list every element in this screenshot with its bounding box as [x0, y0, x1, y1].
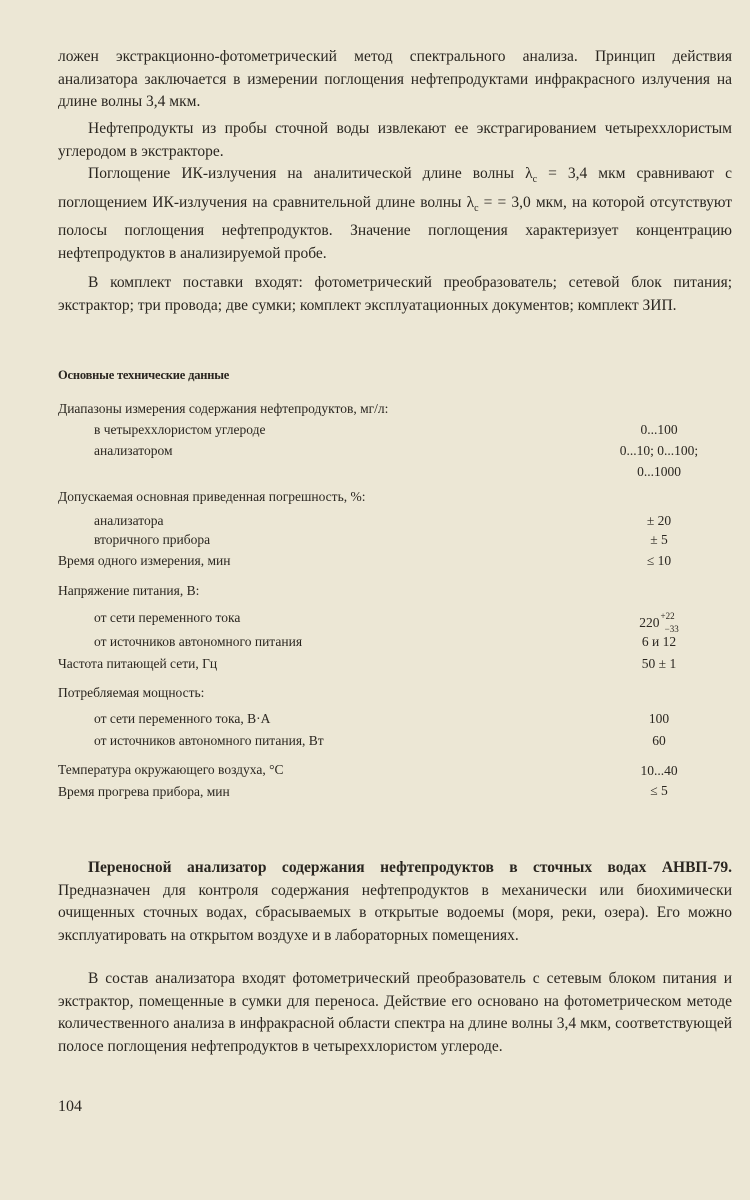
paragraph-delivery-set: В комплект поставки входят: фотометрический преобразователь; сетевой блок питания; экстрактор; три провода; две сумки; комплект эксплуатационных документов; комплект ЗИП. — [58, 274, 732, 314]
device-title: Переносной анализатор содержания нефтепродуктов в сточных водах АНВП-79. — [88, 859, 732, 876]
measurement-time-label: Время одного измерения, мин — [58, 553, 231, 568]
absorption-text-c: = = 3,0 мкм, на которой отсутствуют полосы поглощения нефтепродуктов. Значение поглощения характеризует концентрацию нефтепродуктов в анализируемой пробе. — [58, 193, 733, 262]
lambda-symbol: $\lambda_c$ — [466, 193, 479, 214]
error-label: Допускаемая основная приведенная погрешность, %: — [58, 489, 366, 504]
voltage-ac-lower: −33 — [664, 624, 679, 634]
error-analyzer-value: ± 20 — [646, 513, 672, 528]
specs-heading: Основные технические данные — [58, 368, 230, 382]
lambda-symbol: $\lambda_c$ — [525, 165, 538, 186]
power-ac-value: 100 — [648, 711, 670, 726]
voltage-ac-value: $220^{+22}_{-33}$ — [639, 611, 679, 634]
error-analyzer-label: анализатора — [94, 513, 164, 528]
power-auto-value: 60 — [652, 733, 666, 748]
power-ac-label: от сети переменного тока, В·А — [94, 711, 271, 726]
range-label: Диапазоны измерения содержания нефтепродуктов, мг/л: — [58, 401, 389, 416]
power-auto-label: от источников автономного питания, Вт — [94, 733, 324, 748]
warmup-label: Время прогрева прибора, мин — [58, 784, 230, 799]
warmup-value: ≤ 5 — [650, 783, 668, 798]
frequency-label: Частота питающей сети, Гц — [58, 656, 218, 671]
paragraph-anvp-79 — [58, 857, 732, 947]
power-label: Потребляемая мощность: — [58, 685, 205, 700]
paragraph-intro: ложен экстракционно-фотометрический метод спектрального анализа. Принцип действия анализатора заключается в измерении поглощения нефтепродуктами инфракрасного излучения на длине волны 3,4 мкм. — [58, 48, 732, 111]
range-ccl4-value: 0...100 — [640, 422, 678, 437]
measurement-time-value: ≤ 10 — [646, 553, 672, 568]
error-secondary-value: ± 5 — [650, 532, 668, 547]
absorption-text-a: Поглощение ИК-излучения на аналитической длине волны — [88, 165, 515, 182]
frequency-value: 50 ± 1 — [641, 656, 677, 671]
temperature-value: 10...40 — [640, 763, 678, 778]
range-ccl4-label: в четыреххлористом углероде — [94, 422, 266, 437]
range-analyzer-value-1: 0...10; 0...100; — [619, 443, 699, 458]
error-secondary-label: вторичного прибора — [94, 532, 211, 547]
paragraph-extraction: Нефтепродукты из пробы сточной воды извлекают ее экстрагированием четыреххлористым углеродом в экстракторе. — [58, 120, 732, 160]
voltage-ac-upper: +22 — [660, 611, 675, 621]
range-analyzer-label: анализатором — [94, 443, 173, 458]
voltage-auto-label: от источников автономного питания — [94, 634, 303, 649]
voltage-label: Напряжение питания, В: — [58, 583, 200, 598]
paragraph-composition: В состав анализатора входят фотометрический преобразователь с сетевым блоком питания и экстрактор, помещенные в сумки для переноса. Действие его основано на фотометрическом методе количественного анализа в инфракрасной области спектра на длине волны 3,4 мкм, соответствующей полосе поглощения нефтепродуктов в четыреххлористом углероде. — [58, 970, 732, 1055]
voltage-auto-value: 6 и 12 — [641, 634, 677, 649]
absorption-text-b: = 3,4 мкм сравнивают с поглощением ИК-излучения на сравнительной длине волны — [58, 165, 732, 211]
voltage-ac-label: от сети переменного тока — [94, 610, 241, 625]
paragraph-absorption — [58, 163, 732, 266]
page-number: 104 — [58, 1098, 82, 1115]
range-analyzer-value-2: 0...1000 — [637, 464, 681, 479]
device-description: Предназначен для контроля содержания нефтепродуктов в механически или биохимически очищенных сточных водах, сбрасываемых в открытые водоемы (моря, реки, озера). Его можно эксплуатировать на открытом воздухе и в лабораторных помещениях. — [58, 881, 732, 944]
temperature-label: Температура окружающего воздуха, °С — [58, 762, 284, 777]
